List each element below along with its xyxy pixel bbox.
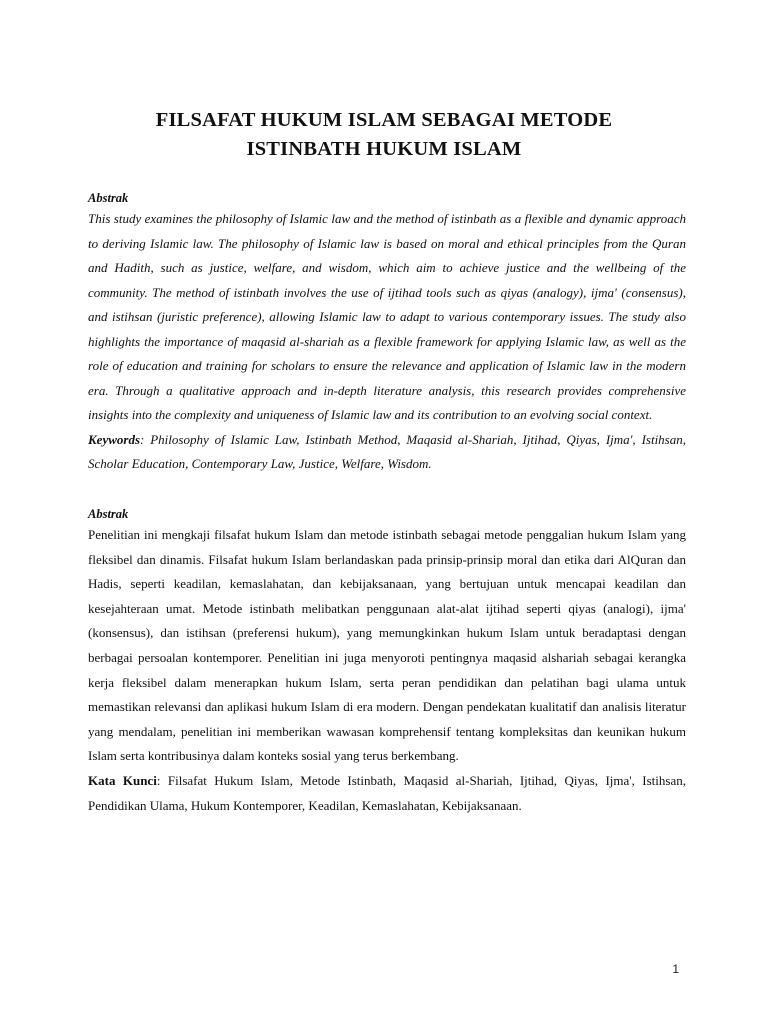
abstract-indonesian-section [88, 505, 686, 818]
abstract-body-english: This study examines the philosophy of Islamic law and the method of istinbath as a flexible and dynamic approach to deriving Islamic law. The philosophy of Islamic law is based on moral and ethical principles from the Quran and Hadith, such as justice, welfare, and wisdom, which aim to achieve justice and the wellbeing of the community. The method of istinbath involves the use of ijtihad tools such as qiyas (analogy), ijma' (consensus), and istihsan (juristic preference), allowing Islamic law to adapt to various contemporary issues. The study also highlights the importance of maqasid al-shariah as a flexible framework for applying Islamic law, as well as the role of education and training for scholars to ensure the relevance and application of Islamic law in the modern era. Through a qualitative approach and in-depth literature analysis, this research provides comprehensive insights into the complexity and uniqueness of Islamic law and its contribution to an evolving social context. [88, 211, 686, 422]
keywords-label-indonesian: Kata Kunci [88, 772, 157, 788]
abstract-heading-indonesian: Abstrak [88, 507, 129, 521]
paper-title [60, 106, 708, 164]
abstract-english-section [88, 189, 686, 477]
keywords-indonesian [88, 769, 686, 818]
title-line-2: ISTINBATH HUKUM ISLAM [246, 137, 522, 160]
title-line-1: FILSAFAT HUKUM ISLAM SEBAGAI METODE [155, 108, 613, 131]
keywords-list-english: : Philosophy of Islamic Law, Istinbath Method, Maqasid al-Shariah, Ijtihad, Qiyas, Ijma', Istihsan, Scholar Education, Contemporary Law, Justice, Welfare, Wisdom. [88, 431, 686, 471]
keywords-list-indonesian: : Filsafat Hukum Islam, Metode Istinbath, Maqasid al-Shariah, Ijtihad, Qiyas, Ijma', Istihsan, Pendidikan Ulama, Hukum Kontemporer, Keadilan, Kemaslahatan, Kebijaksanaan. [88, 772, 686, 813]
abstract-heading-english: Abstrak [88, 191, 129, 205]
keywords-english [88, 428, 686, 477]
page-number: 1 [672, 962, 679, 976]
abstract-body-indonesian: Penelitian ini mengkaji filsafat hukum Islam dan metode istinbath sebagai metode penggalian hukum Islam yang fleksibel dan dinamis. Filsafat hukum Islam berlandaskan pada prinsip-prinsip moral dan etika dari AlQuran dan Hadis, seperti keadilan, kemaslahatan, dan kebijaksanaan, yang bertujuan untuk mencapai keadilan dan kesejahteraan umat. Metode istinbath melibatkan penggunaan alat-alat ijtihad seperti qiyas (analogi), ijma' (konsensus), dan istihsan (preferensi hukum), yang memungkinkan hukum Islam untuk beradaptasi dengan berbagai persoalan kontemporer. Penelitian ini juga menyoroti pentingnya maqasid alshariah sebagai kerangka kerja fleksibel dalam menerapkan hukum Islam, serta peran pendidikan dan pelatihan bagi ulama untuk memastikan relevansi dan aplikasi hukum Islam di era modern. Dengan pendekatan kualitatif dan analisis literatur yang mendalam, penelitian ini memberikan wawasan komprehensif tentang kompleksitas dan keunikan hukum Islam serta kontribusinya dalam konteks sosial yang terus berkembang. [88, 527, 686, 764]
keywords-label-english: Keywords [88, 431, 140, 447]
